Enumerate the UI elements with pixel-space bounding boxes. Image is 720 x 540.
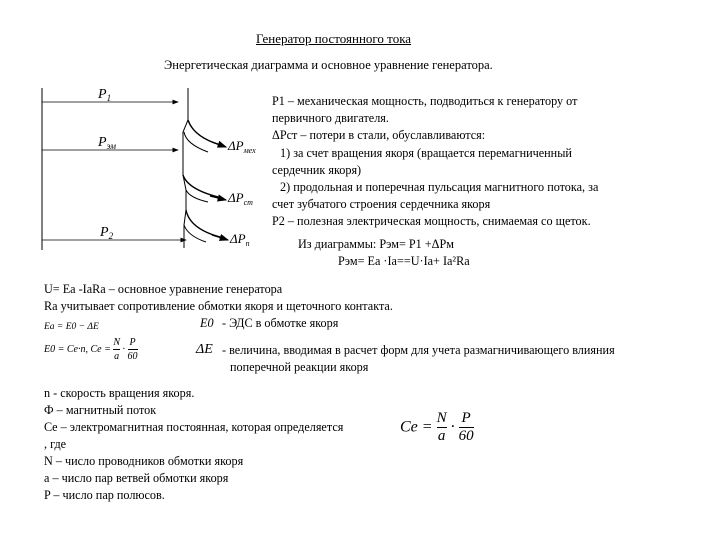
desc-line: ΔPст – потери в стали, обуславливаются:: [272, 128, 486, 143]
e0-symbol: E0: [200, 316, 214, 330]
page-title: Генератор постоянного тока: [256, 31, 412, 46]
def-n: n - скорость вращения якоря.: [44, 386, 195, 400]
loss-wedge-p: [184, 210, 228, 242]
def-where: , где: [44, 437, 67, 451]
desc-line: 2) продольная и поперечная пульсация магнитного потока, за: [280, 180, 599, 195]
label-pem: $P_{эм}$: [98, 135, 116, 151]
desc-line: 1) за счет вращения якоря (вращается перемагниченный: [280, 145, 572, 160]
delta-e-desc-2: поперечной реакции якоря: [230, 360, 369, 374]
desc-line: P2 – полезная электрическая мощность, снимаемая со щеток.: [272, 214, 591, 229]
e0-description: - ЭДС в обмотке якоря: [222, 316, 339, 330]
from-diagram-line-1: Из диаграммы: Pэм= P1 +ΔPм: [298, 237, 454, 251]
energy-diagram: [36, 80, 272, 260]
definitions-list: [44, 385, 343, 504]
ea-small-formula: Eа = E0 − ΔE: [44, 322, 99, 332]
loss-wedge-mech: [184, 120, 226, 152]
delta-e-symbol: ΔE: [196, 342, 213, 357]
main-equation: U= Eа -IаRа – основное уравнение генератора: [44, 282, 283, 296]
desc-line: P1 – механическая мощность, подводиться к генератору от: [272, 94, 578, 108]
label-dpmech: $\Delta P_{мех}$: [228, 138, 256, 155]
def-a: a – число пар ветвей обмотки якоря: [44, 471, 229, 485]
description-block: [272, 93, 692, 231]
ra-note: Rа учитывает сопротивление обмотки якоря и щеточного контакта.: [44, 299, 393, 313]
diagram-right-edge: [183, 88, 188, 248]
delta-e-desc-1: - величина, вводимая в расчет форм для учета размагничивающего влияния: [222, 343, 615, 357]
page-subtitle: Энергетическая диаграмма и основное уравнение генератора.: [164, 58, 493, 72]
ce-formula: Ce = $\frac{N}{a}$ · $\frac{P}{60}$: [400, 410, 474, 444]
label-dpp: $\Delta P_п$: [230, 231, 250, 248]
from-diagram-block: [298, 236, 470, 270]
def-P: P – число пар полюсов.: [44, 488, 165, 502]
desc-line: первичного двигателя.: [272, 111, 389, 126]
desc-line: сердечник якоря): [272, 162, 362, 177]
def-N: N – число проводников обмотки якоря: [44, 454, 244, 468]
def-phi: Ф – магнитный поток: [44, 403, 157, 417]
e0-small-formula: E0 = Ce·n, Ce = $\frac{N}{a}$ · $\frac{P}{60}$: [44, 337, 138, 362]
loss-wedge-st: [183, 175, 226, 202]
def-ce: Ce – электромагнитная постоянная, которая определяется: [44, 420, 344, 434]
desc-line: счет зубчатого строения сердечника якоря: [272, 197, 491, 212]
label-p1: $P_1$: [98, 87, 112, 103]
label-p2: $P_2$: [100, 225, 114, 241]
from-diagram-line-2: Pэм= Eа ·Iа==U·Iа+ Iа²Rа: [338, 254, 470, 268]
label-dpst: $\Delta P_{ст}$: [228, 190, 253, 207]
